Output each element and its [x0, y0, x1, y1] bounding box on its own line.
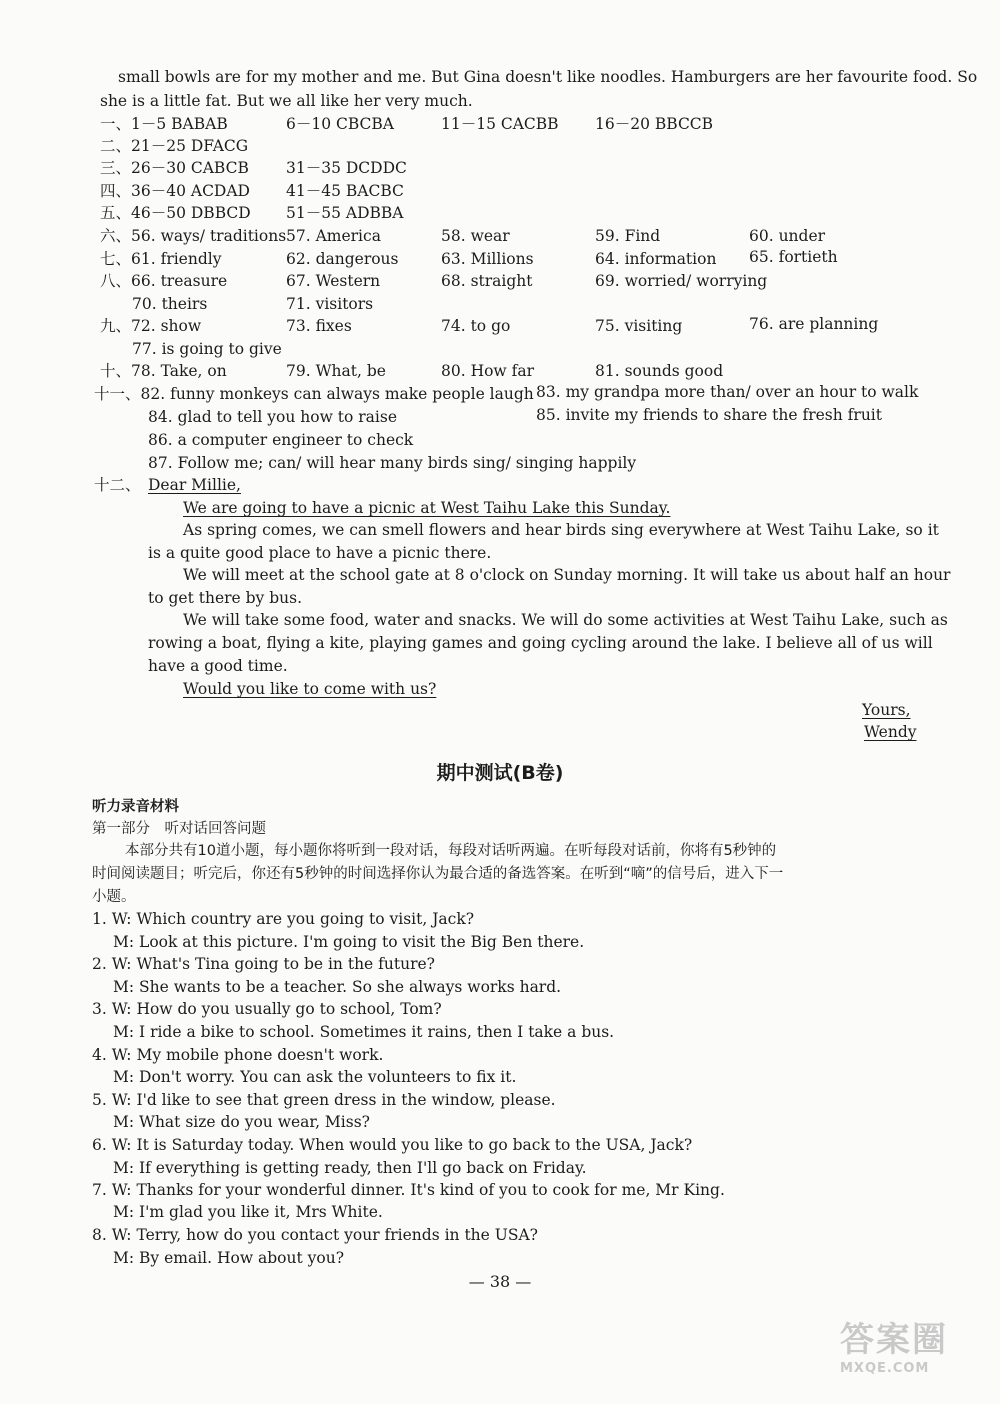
answer-cell: 二、21－25 DFACG — [100, 137, 249, 155]
answer-cell: 63. Millions — [441, 250, 534, 268]
dialogue-line: 1. W: Which country are you going to visit, Jack? — [92, 910, 475, 928]
answer-cell: 16－20 BBCCB — [595, 115, 714, 133]
answer-cell: 69. worried/ worrying — [595, 272, 768, 290]
answer-cell: 77. is going to give — [132, 340, 282, 358]
answer-cell: 75. visiting — [595, 317, 683, 335]
answer-cell: 81. sounds good — [595, 362, 724, 380]
eleven-86: 86. a computer engineer to check — [148, 431, 414, 449]
answer-cell: 79. What, be — [286, 362, 386, 380]
answer-cell: 62. dangerous — [286, 250, 399, 268]
dialogue-line: 2. W: What's Tina going to be in the future? — [92, 955, 435, 973]
dialogue-line: M: By email. How about you? — [113, 1249, 345, 1267]
intro-line-1: small bowls are for my mother and me. But Gina doesn't like noodles. Hamburgers are her favourite food. So — [118, 68, 978, 86]
answer-cell: 58. wear — [441, 227, 510, 245]
dialogue-line: M: Look at this picture. I'm going to visit the Big Ben there. — [113, 933, 585, 951]
letter-line: We will take some food, water and snacks. We will do some activities at West Taihu Lake, such as — [183, 611, 948, 629]
answer-cell: 59. Find — [595, 227, 661, 245]
answer-cell: 68. straight — [441, 272, 533, 290]
answer-cell: 九、72. show — [100, 317, 202, 335]
watermark-text: 答案圈 — [840, 1320, 948, 1360]
letter-section-label: 十二、 — [94, 476, 141, 494]
dialogue-line: 5. W: I'd like to see that green dress in the window, please. — [92, 1091, 556, 1109]
watermark-url: MXQE.COM — [840, 1361, 930, 1376]
listening-instructions: 小题。 — [92, 889, 136, 905]
dialogue-line: 6. W: It is Saturday today. When would you like to go back to the USA, Jack? — [92, 1136, 693, 1154]
dialogue-line: M: I'm glad you like it, Mrs White. — [113, 1203, 383, 1221]
answer-cell: 11－15 CACBB — [441, 115, 559, 133]
listening-instructions: 时间阅读题目；听完后，你还有5秒钟的时间选择你认为最合适的备选答案。在听到“嘀”的信号后，进入下一 — [92, 866, 784, 882]
dialogue-line: M: If everything is getting ready, then I'll go back on Friday. — [113, 1159, 587, 1177]
answer-cell: 51－55 ADBBA — [286, 204, 404, 222]
answer-cell: 60. under — [749, 227, 826, 245]
dialogue-line: 7. W: Thanks for your wonderful dinner. It's kind of you to cook for me, Mr King. — [92, 1181, 725, 1199]
answer-cell: 67. Western — [286, 272, 381, 290]
page-number: — 38 — — [468, 1272, 532, 1291]
answer-cell: 一、1－5 BABAB — [100, 115, 228, 133]
answer-cell: 五、46－50 DBBCD — [100, 204, 251, 222]
answer-cell: 71. visitors — [286, 295, 374, 313]
dialogue-line: M: She wants to be a teacher. So she always works hard. — [113, 978, 562, 996]
listening-part-title: 第一部分 听对话回答问题 — [92, 821, 266, 837]
dialogue-line: M: What size do you wear, Miss? — [113, 1113, 370, 1131]
answer-cell: 十、78. Take, on — [100, 362, 227, 380]
letter-line: We will meet at the school gate at 8 o'clock on Sunday morning. It will take us about half an hour — [183, 566, 951, 584]
eleven-83: 83. my grandpa more than/ over an hour to walk — [536, 383, 919, 401]
answer-cell: 76. are planning — [749, 315, 879, 333]
answer-cell: 31－35 DCDDC — [286, 159, 407, 177]
letter-line: to get there by bus. — [148, 589, 303, 607]
eleven-87: 87. Follow me; can/ will hear many birds sing/ singing happily — [148, 454, 637, 472]
answer-cell: 6－10 CBCBA — [286, 115, 394, 133]
listening-instructions: 本部分共有10道小题，每小题你将听到一段对话，每段对话听两遍。在听每段对话前，你将有5秒钟的 — [125, 843, 777, 859]
eleven-85: 85. invite my friends to share the fresh fruit — [536, 406, 882, 424]
letter-line: rowing a boat, flying a kite, playing games and going cycling around the lake. I believe all of us will — [148, 634, 933, 652]
letter-line: We are going to have a picnic at West Taihu Lake this Sunday. — [183, 499, 671, 517]
letter-line: As spring comes, we can smell flowers and hear birds sing everywhere at West Taihu Lake, so it — [183, 521, 939, 539]
intro-line-2: she is a little fat. But we all like her very much. — [100, 92, 473, 110]
section-title: 期中测试(B卷) — [436, 762, 564, 784]
letter-greeting: Dear Millie, — [148, 476, 241, 494]
letter-line: have a good time. — [148, 657, 288, 675]
answer-cell: 三、26－30 CABCB — [100, 159, 249, 177]
letter-signature: Wendy — [864, 723, 917, 741]
answer-cell: 七、61. friendly — [100, 250, 222, 268]
answer-cell: 73. fixes — [286, 317, 352, 335]
dialogue-line: 3. W: How do you usually go to school, Tom? — [92, 1000, 442, 1018]
dialogue-line: M: Don't worry. You can ask the volunteers to fix it. — [113, 1068, 517, 1086]
answer-cell: 41－45 BACBC — [286, 182, 404, 200]
answer-cell: 74. to go — [441, 317, 511, 335]
answer-cell: 57. America — [286, 227, 381, 245]
listening-heading: 听力录音材料 — [92, 799, 179, 815]
answer-cell: 80. How far — [441, 362, 535, 380]
watermark-logo — [840, 1312, 990, 1392]
answer-cell: 64. information — [595, 250, 717, 268]
answer-cell: 六、56. ways/ traditions — [100, 227, 287, 245]
eleven-84: 84. glad to tell you how to raise — [148, 408, 398, 426]
answer-cell: 65. fortieth — [749, 248, 838, 266]
letter-closing: Yours, — [862, 701, 911, 719]
letter-line: Would you like to come with us? — [183, 680, 437, 698]
eleven-82: 十一、82. funny monkeys can always make people laugh — [94, 385, 534, 403]
dialogue-line: 8. W: Terry, how do you contact your friends in the USA? — [92, 1226, 538, 1244]
letter-line: is a quite good place to have a picnic there. — [148, 544, 492, 562]
answer-cell: 四、36－40 ACDAD — [100, 182, 250, 200]
dialogue-line: 4. W: My mobile phone doesn't work. — [92, 1046, 384, 1064]
answer-cell: 八、66. treasure — [100, 272, 228, 290]
dialogue-line: M: I ride a bike to school. Sometimes it rains, then I take a bus. — [113, 1023, 615, 1041]
answer-cell: 70. theirs — [132, 295, 208, 313]
